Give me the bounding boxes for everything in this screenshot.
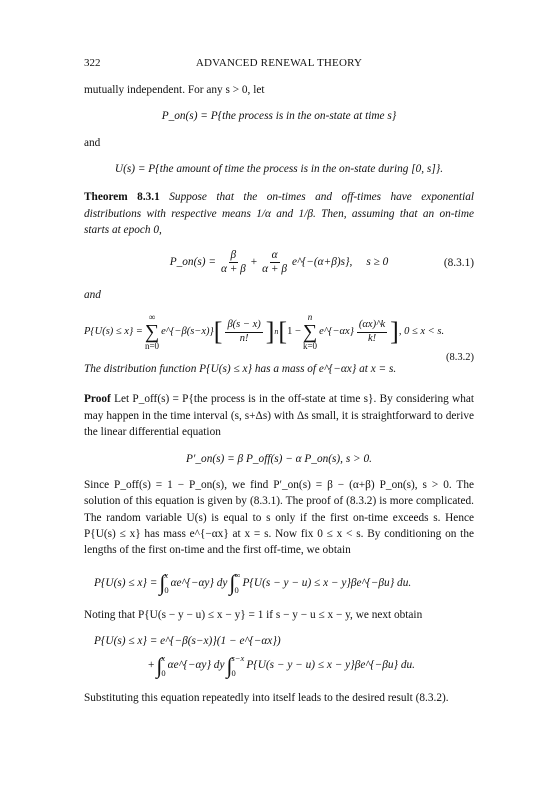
page-number: 322 [84, 57, 101, 69]
eq832-inner2-den: k! [367, 332, 377, 344]
eq831-f2-num: α [270, 249, 280, 264]
int2-b-body: P{U(s − y − u) ≤ x − y}βe^{−βu} du. [246, 659, 415, 672]
equation-differential-text: P′_on(s) = β P_off(s) − α P_on(s), s > 0. [186, 452, 372, 465]
eq832-power-n: n [274, 327, 279, 337]
mass-statement: The distribution function P{U(s) ≤ x} has a mass of e^{−αx} at x = s. [84, 363, 397, 376]
eq831-fraction-2 [260, 249, 289, 277]
connector-and: and [84, 136, 101, 149]
eq831-fraction-1 [219, 249, 248, 277]
equation-pon-text: P_on(s) = P{the process is in the on-state at time s} [161, 110, 397, 123]
integral-sign-4-icon: ∫ [226, 652, 233, 678]
int1-a-body: αe^{−αy} dy [170, 576, 228, 589]
theorem-text: Suppose that the on-times and off-times have exponential distributions with respective means 1/α and 1/β. Then, assuming that an on-time starts at epoch 0, [84, 191, 474, 237]
equation-u-definition [84, 161, 474, 177]
int2-line1: P{U(s) ≤ x} = e^{−β(s−x)}(1 − e^{−αx}) [94, 635, 281, 648]
equation-8-3-1 [84, 249, 474, 277]
int1-b-top: ∞ [234, 569, 241, 580]
equation-integral-2-line2 [84, 652, 474, 680]
eq832-condition: , 0 ≤ x < s. [398, 326, 445, 338]
theorem-label: Theorem 8.3.1 [84, 191, 160, 204]
int1-a-bottom: 0 [164, 585, 169, 596]
left-bracket-2-icon: [ [278, 317, 288, 347]
paragraph-solution: Since P_off(s) = 1 − P_on(s), we find P′_on(s) = β − (α+β) P_on(s), s > 0. The solution of this equation is given by (8.3.1). The proof of (8.3.2) is more complicated. The random variable U(s) is equal to s only if the first on-time exceeds s. Hence P{U(s) ≤ x} has mass e^{−αx} at x = s. Now fix 0 ≤ x < s. By conditioning on the lengths of the first on-time and the first off-time, we obtain [84, 478, 474, 557]
paragraph-conclusion: Substituting this equation repeatedly into itself leads to the desired result (8.3.2). [84, 691, 449, 704]
int2-integral-b [226, 652, 244, 680]
int2-a-top: x [161, 652, 166, 663]
int1-b-bottom: 0 [234, 585, 239, 596]
int1-b-body: P{U(s − y − u) ≤ x − y}βe^{−βu} du. [242, 576, 412, 589]
eq832-inner-fraction-2 [357, 319, 387, 345]
int2-a-body: αe^{−αy} dy [167, 659, 225, 672]
int2-a-limits [161, 652, 165, 680]
running-header [84, 56, 474, 72]
equation-differential [84, 451, 474, 467]
int2-plus: + [148, 659, 155, 672]
summation-sign-icon: ∑ [144, 321, 160, 344]
eq832-term1: e^{−β(s−x)} [161, 326, 214, 338]
eq832-sum2-bottom: k=0 [302, 341, 318, 352]
integral-sign-3-icon: ∫ [156, 652, 163, 678]
equation-8-3-2 [84, 312, 474, 363]
equation-number-8-3-1: (8.3.1) [443, 256, 474, 269]
integral-sign-icon: ∫ [159, 569, 166, 595]
int2-a-bottom: 0 [161, 668, 166, 679]
eq832-one-minus: 1 − [287, 326, 301, 338]
right-bracket-2-icon: ] [390, 317, 399, 347]
eq832-sum-1 [145, 313, 159, 351]
eq832-sum1-bottom: n=0 [144, 341, 160, 352]
int1-integral-b [229, 569, 240, 597]
equation-integral-1 [84, 569, 474, 597]
eq831-f2-den: α + β [262, 263, 287, 276]
int2-integral-a [156, 652, 165, 680]
int2-b-limits [232, 652, 245, 680]
int2-b-top: s−x [231, 652, 245, 663]
eq832-inner2-num: (αx)^k [357, 319, 387, 333]
int1-integral-a [159, 569, 168, 597]
int1-b-limits [234, 569, 240, 597]
paragraph-noting: Noting that P{U(s − y − u) ≤ x − y} = 1 if s − y − u ≤ x − y, we next obtain [84, 608, 423, 621]
int2-b-bottom: 0 [231, 668, 236, 679]
eq832-inner-num: β(s − x) [225, 319, 262, 333]
int1-a-top: x [164, 569, 169, 580]
equation-integral-2-line1 [84, 633, 474, 649]
eq832-term2: e^{−αx} [319, 326, 354, 338]
equation-u-text: U(s) = P{the amount of time the process is in the on-state during [0, s]}. [114, 163, 444, 176]
equation-number-8-3-2: (8.3.2) [446, 351, 474, 363]
running-title: ADVANCED RENEWAL THEORY [195, 57, 363, 69]
eq832-sum2-top: n [307, 312, 313, 323]
eq831-f1-den: α + β [220, 263, 246, 276]
eq831-lhs: P_on(s) = [169, 256, 216, 269]
equation-pon-definition [84, 108, 474, 124]
proof-label: Proof [84, 393, 111, 406]
integral-sign-2-icon: ∫ [229, 569, 236, 595]
eq831-exponential: e^{−(α+β)s}, [291, 256, 353, 269]
int1-lhs: P{U(s) ≤ x} = [94, 576, 158, 589]
left-bracket-icon: [ [213, 317, 223, 347]
paragraph-intro: mutually independent. For any s > 0, let [84, 83, 265, 96]
page [84, 56, 474, 706]
eq832-inner-fraction [225, 319, 262, 345]
connector-and-2: and [84, 288, 101, 301]
eq832-inner-den: n! [239, 332, 249, 344]
eq831-condition: s ≥ 0 [366, 256, 389, 269]
proof-block [84, 391, 474, 440]
eq832-sum1-top: ∞ [148, 312, 156, 323]
theorem-block [84, 189, 474, 238]
eq831-f1-num: β [229, 249, 239, 264]
proof-text: Let P_off(s) = P{the process is in the off-state at time s}. By considering what may happen in the time interval (s, s+Δs) with Δs small, it is straightforward to derive the linear differential equation [84, 393, 474, 439]
eq831-plus: + [250, 256, 258, 269]
eq832-lhs: P{U(s) ≤ x} = [84, 326, 143, 338]
summation-sign-2-icon: ∑ [302, 321, 318, 344]
right-bracket-icon: ] [265, 317, 275, 347]
eq832-sum-2 [303, 313, 317, 351]
int1-a-limits [164, 569, 168, 597]
